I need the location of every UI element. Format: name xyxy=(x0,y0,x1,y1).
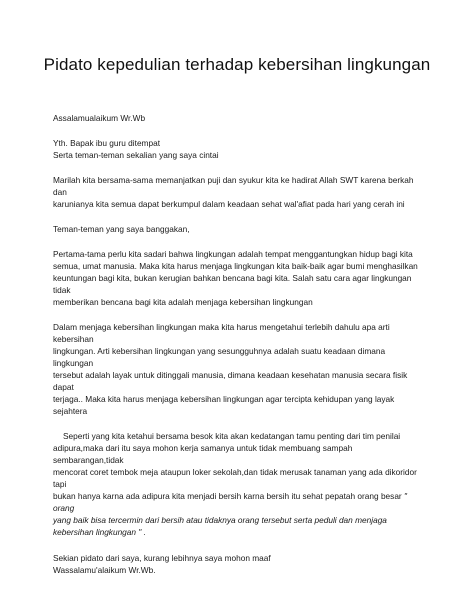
paragraph-3-line: memberikan bencana bagi kita adalah menjaga kebersihan lingkungan xyxy=(53,297,313,307)
paragraph-4-line: Dalam menjaga kebersihan lingkungan maka kita harus mengetahui terlebih dahulu apa arti kebersihan xyxy=(53,322,390,344)
paragraph-1-line: karunianya kita semua dapat berkumpul dalam keadaan sehat wal'afiat pada hari yang cerah ini xyxy=(53,199,405,209)
quote-start: " orang xyxy=(53,491,407,513)
paragraph-5-text: bukan hanya karna ada adipura kita menjadi bersih karna bersih itu sehat pepatah orang besar xyxy=(53,491,405,501)
paragraph-3-line: semua, umat manusia. Maka kita harus menjaga lingkungan kita baik-baik agar bumi menghasilkan xyxy=(53,261,418,271)
document-body xyxy=(53,112,425,576)
paragraph-3-line: Pertama-tama perlu kita sadari bahwa lingkungan adalah tempat menggantungkan hidup bagi kita xyxy=(53,249,413,259)
address-line-1: Yth. Bapak ibu guru ditempat xyxy=(53,138,161,148)
closing-line-1: Sekian pidato dari saya, kurang lebihnya saya mohon maaf xyxy=(53,553,271,563)
paragraph-3-line: keuntungan bagi kita, bukan kerugian bahkan bencana bagi kita. Salah satu cara agar lingkungan tidak xyxy=(53,273,412,295)
document-title: Pidato kepedulian terhadap kebersihan lingkungan xyxy=(43,55,431,74)
paragraph-5-line: mencorat coret tembok meja ataupun loker sekolah,dan tidak merusak tanaman yang ada dikoridor tapi xyxy=(53,467,417,489)
paragraph-1-line: Marilah kita bersama-sama memanjatkan puji dan syukur kita ke hadirat Allah SWT karena berkah dan xyxy=(53,175,414,197)
closing-line-2: Wassalamu'alaikum Wr.Wb. xyxy=(53,565,156,575)
paragraph-4-line: tersebut adalah layak untuk ditinggali manusia, dimana keadaan kesehatan manusia secara fisik dapat xyxy=(53,370,408,392)
paragraph-5-line: Seperti yang kita ketahui bersama besok kita akan kedatangan tamu penting dari tim penilai xyxy=(63,431,401,441)
paragraph-5-line: adipura,maka dari itu saya mohon kerja samanya untuk tidak membuang sampah sembarangan,tidak xyxy=(53,443,353,465)
greeting-salam: Assalamualaikum Wr.Wb xyxy=(53,113,146,123)
paragraph-4-line: terjaga.. Maka kita harus menjaga kebersihan lingkungan agar tercipta kehidupan yang layak sejahtera xyxy=(53,394,395,416)
quote-line: kebersihan lingkungan " . xyxy=(53,527,146,537)
quote-line: yang baik bisa tercermin dari bersih atau tidaknya orang tersebut serta peduli dan menjaga xyxy=(53,515,387,525)
paragraph-5-line xyxy=(53,490,425,514)
paragraph-4-line: lingkungan. Arti kebersihan lingkungan yang sesungguhnya adalah suatu keadaan dimana lingkungan xyxy=(53,346,386,368)
paragraph-2: Teman-teman yang saya banggakan, xyxy=(53,224,190,234)
address-line-2: Serta teman-teman sekalian yang saya cintai xyxy=(53,150,219,160)
